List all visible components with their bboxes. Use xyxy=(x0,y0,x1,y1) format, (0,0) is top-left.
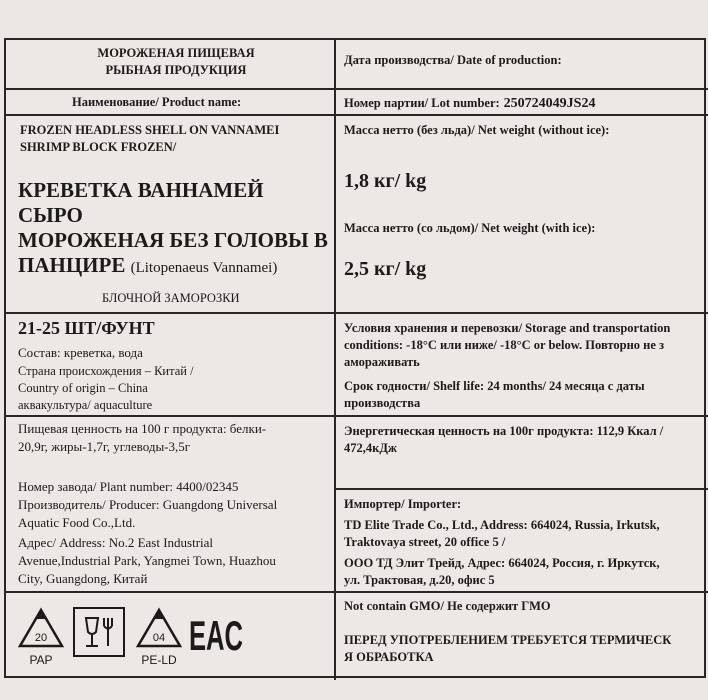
divider xyxy=(6,114,334,116)
divider xyxy=(6,415,334,417)
divider xyxy=(6,591,334,593)
origin: Страна происхождения – Китай / Country of origin – China аквакультура/ aquaculture xyxy=(18,364,194,412)
divider xyxy=(334,488,708,490)
divider xyxy=(334,88,708,90)
producer-address: Адрес/ Address: No.2 East Industrial Avenue,Industrial Park, Yangmei Town, Huazhou City, Guangdong, Китай xyxy=(18,535,276,586)
column-divider xyxy=(334,40,336,680)
gross-weight-value: 2,5 кг/ kg xyxy=(344,258,427,280)
count-per-pound: 21-25 ШТ/ФУНТ xyxy=(18,318,155,338)
net-weight-value: 1,8 кг/ kg xyxy=(344,170,427,192)
divider xyxy=(6,88,334,90)
nutrition: Пищевая ценность на 100 г продукта: белки- 20,9г, жиры-1,7г, углеводы-3,5г xyxy=(18,421,267,454)
divider xyxy=(334,415,708,417)
shelf-life: Срок годности/ Shelf life: 24 months/ 24 месяца с даты производства xyxy=(344,379,645,410)
food-safe-glass-fork-icon xyxy=(72,606,126,660)
gross-weight-label: Масса нетто (со льдом)/ Net weight (with ice): xyxy=(344,221,596,235)
eac-mark-icon xyxy=(186,608,246,658)
svg-text:PAP: PAP xyxy=(29,653,53,667)
gmo-statement: Not contain GMO/ Не содержит ГМО xyxy=(344,599,551,613)
svg-text:PE-LD: PE-LD xyxy=(141,653,177,667)
recycle-pe-ld-icon xyxy=(134,606,184,672)
divider xyxy=(334,114,708,116)
energy-value: Энергетическая ценность на 100г продукта: 112,9 Ккал / 472,4кДж xyxy=(344,424,664,455)
svg-text:EAC: EAC xyxy=(189,612,243,659)
importer-en: TD Elite Trade Co., Ltd., Address: 664024, Russia, Irkutsk, Traktovaya street, 20 office 5 / xyxy=(344,518,660,549)
storage-conditions: Условия хранения и перевозки/ Storage and transportation conditions: -18°С или ниже/ -18°С or below. Повторно не з амораживать xyxy=(344,321,671,369)
product-name-label: Наименование/ Product name: xyxy=(72,95,242,109)
recycle-paper-icon xyxy=(16,606,66,672)
importer-label: Импортер/ Importer: xyxy=(344,497,462,511)
svg-text:04: 04 xyxy=(152,632,166,644)
production-date: Дата производства/ Date of production: xyxy=(344,53,562,67)
product-name-ru: КРЕВЕТКА ВАННАМЕЙ СЫРО МОРОЖЕНАЯ БЕЗ ГОЛОВЫ В ПАНЦИРЕ (Litopenaeus Vannamei) xyxy=(18,178,328,277)
freeze-type: БЛОЧНОЙ ЗАМОРОЗКИ xyxy=(102,291,240,305)
composition: Состав: креветка, вода xyxy=(18,345,143,360)
divider xyxy=(6,312,334,314)
producer: Производитель/ Producer: Guangdong Universal Aquatic Food Co.,Ltd. xyxy=(18,497,278,530)
plant-number: Номер завода/ Plant number: 4400/02345 xyxy=(18,479,239,494)
latin-name: (Litopenaeus Vannamei) xyxy=(130,260,278,276)
importer-ru: ООО ТД Элит Трейд, Адрес: 664024, Россия, г. Иркутск, ул. Трактовая, д.20, офис 5 xyxy=(344,556,660,587)
svg-text:20: 20 xyxy=(34,632,48,644)
product-name-en: FROZEN HEADLESS SHELL ON VANNAMEI SHRIMP BLOCK FROZEN/ xyxy=(20,123,280,154)
divider xyxy=(334,312,708,314)
lot-number: Номер партии/ Lot number: 250724049JS24 xyxy=(344,96,596,111)
product-label xyxy=(4,38,706,678)
heat-treatment-warning: ПЕРЕД УПОТРЕБЛЕНИЕМ ТРЕБУЕТСЯ ТЕРМИЧЕСК Я ОБРАБОТКА xyxy=(344,633,672,664)
net-weight-label: Масса нетто (без льда)/ Net weight (without ice): xyxy=(344,123,610,137)
divider xyxy=(334,591,708,593)
product-category: МОРОЖЕНАЯ ПИЩЕВАЯ РЫБНАЯ ПРОДУКЦИЯ xyxy=(97,46,255,77)
